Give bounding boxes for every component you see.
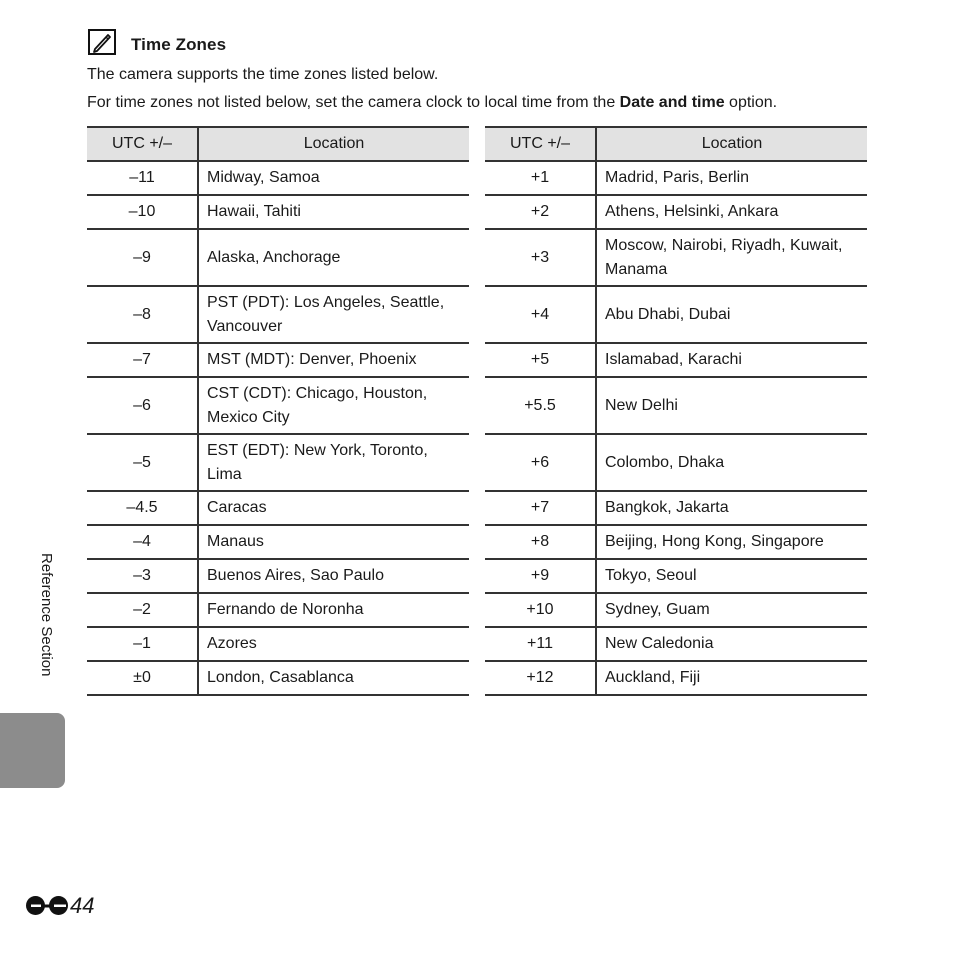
- page-number-text: 44: [70, 893, 95, 918]
- section-side-label: Reference Section: [38, 553, 55, 677]
- location-cell: Sydney, Guam: [596, 593, 867, 627]
- utc-offset-cell: +11: [485, 627, 596, 661]
- utc-offset-cell: +7: [485, 491, 596, 525]
- instruction-text-before: For time zones not listed below, set the camera clock to local time from the: [87, 94, 620, 111]
- utc-offset-cell: –11: [87, 161, 198, 195]
- utc-offset-cell: +9: [485, 559, 596, 593]
- utc-offset-cell: –8: [87, 286, 198, 343]
- location-cell: Fernando de Noronha: [198, 593, 469, 627]
- utc-offset-cell: +6: [485, 434, 596, 491]
- table-row: [87, 229, 469, 286]
- table-row: [87, 161, 469, 195]
- utc-offset-cell: +8: [485, 525, 596, 559]
- instruction-paragraph: [87, 94, 777, 112]
- table-row: [87, 286, 469, 343]
- location-cell: Alaska, Anchorage: [198, 229, 469, 286]
- utc-offset-cell: –4: [87, 525, 198, 559]
- utc-offset-cell: –7: [87, 343, 198, 377]
- table-row: [485, 377, 867, 434]
- table-row: [485, 161, 867, 195]
- table-row: [485, 491, 867, 525]
- location-cell: Colombo, Dhaka: [596, 434, 867, 491]
- time-zone-table-right: [485, 126, 867, 696]
- utc-offset-cell: +4: [485, 286, 596, 343]
- table-row: [87, 661, 469, 695]
- location-cell: Manaus: [198, 525, 469, 559]
- table-row: [87, 343, 469, 377]
- utc-offset-cell: –5: [87, 434, 198, 491]
- table-row: [485, 661, 867, 695]
- pencil-note-icon: [88, 29, 116, 55]
- date-and-time-option: Date and time: [619, 94, 725, 111]
- table-row: [485, 286, 867, 343]
- table-row: [87, 434, 469, 491]
- page-number: [25, 893, 94, 919]
- column-header-utc: UTC +/–: [485, 127, 596, 161]
- location-cell: Caracas: [198, 491, 469, 525]
- table-row: [485, 434, 867, 491]
- table-row: [485, 229, 867, 286]
- location-cell: Athens, Helsinki, Ankara: [596, 195, 867, 229]
- table-row: [87, 525, 469, 559]
- utc-offset-cell: –1: [87, 627, 198, 661]
- table-row: [485, 195, 867, 229]
- utc-offset-cell: –4.5: [87, 491, 198, 525]
- utc-offset-cell: +3: [485, 229, 596, 286]
- location-cell: Beijing, Hong Kong, Singapore: [596, 525, 867, 559]
- table-row: [485, 343, 867, 377]
- location-cell: Madrid, Paris, Berlin: [596, 161, 867, 195]
- location-cell: London, Casablanca: [198, 661, 469, 695]
- location-cell: Azores: [198, 627, 469, 661]
- location-cell: MST (MDT): Denver, Phoenix: [198, 343, 469, 377]
- location-cell: Buenos Aires, Sao Paulo: [198, 559, 469, 593]
- table-row: [485, 593, 867, 627]
- location-cell: Hawaii, Tahiti: [198, 195, 469, 229]
- location-cell: EST (EDT): New York, Toronto, Lima: [198, 434, 469, 491]
- location-cell: Auckland, Fiji: [596, 661, 867, 695]
- table-row: [485, 525, 867, 559]
- utc-offset-cell: –10: [87, 195, 198, 229]
- utc-offset-cell: +5: [485, 343, 596, 377]
- column-header-location: Location: [198, 127, 469, 161]
- table-row: [87, 559, 469, 593]
- utc-offset-cell: –9: [87, 229, 198, 286]
- intro-paragraph: The camera supports the time zones listed below.: [87, 66, 439, 83]
- location-cell: CST (CDT): Chicago, Houston, Mexico City: [198, 377, 469, 434]
- location-cell: Moscow, Nairobi, Riyadh, Kuwait, Manama: [596, 229, 867, 286]
- utc-offset-cell: –2: [87, 593, 198, 627]
- table-row: [87, 627, 469, 661]
- utc-offset-cell: +12: [485, 661, 596, 695]
- location-cell: Tokyo, Seoul: [596, 559, 867, 593]
- instruction-text-after: option.: [724, 94, 778, 111]
- utc-offset-cell: +10: [485, 593, 596, 627]
- time-zone-table-left: [87, 126, 469, 696]
- location-cell: Bangkok, Jakarta: [596, 491, 867, 525]
- table-row: [485, 559, 867, 593]
- utc-offset-cell: +2: [485, 195, 596, 229]
- location-cell: Islamabad, Karachi: [596, 343, 867, 377]
- location-cell: New Delhi: [596, 377, 867, 434]
- location-cell: New Caledonia: [596, 627, 867, 661]
- section-tab-marker: [0, 713, 65, 788]
- location-cell: Midway, Samoa: [198, 161, 469, 195]
- note-title: Time Zones: [131, 35, 227, 54]
- table-row: [87, 195, 469, 229]
- utc-offset-cell: –3: [87, 559, 198, 593]
- column-header-location: Location: [596, 127, 867, 161]
- location-cell: PST (PDT): Los Angeles, Seattle, Vancouver: [198, 286, 469, 343]
- utc-offset-cell: –6: [87, 377, 198, 434]
- reference-section-e-icon: [25, 893, 69, 919]
- column-header-utc: UTC +/–: [87, 127, 198, 161]
- location-cell: Abu Dhabi, Dubai: [596, 286, 867, 343]
- utc-offset-cell: +1: [485, 161, 596, 195]
- table-row: [87, 377, 469, 434]
- utc-offset-cell: +5.5: [485, 377, 596, 434]
- table-row: [87, 491, 469, 525]
- table-row: [485, 627, 867, 661]
- utc-offset-cell: ±0: [87, 661, 198, 695]
- table-row: [87, 593, 469, 627]
